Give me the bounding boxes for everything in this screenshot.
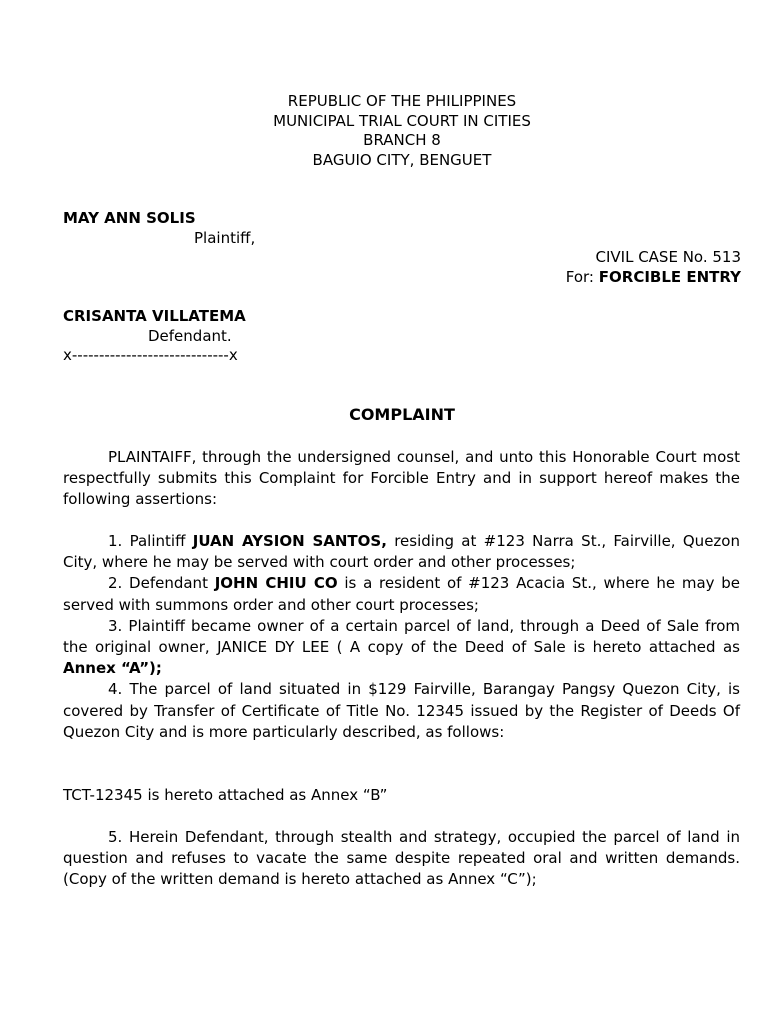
allegations — [63, 531, 740, 743]
case-nature-value: FORCIBLE ENTRY — [598, 268, 741, 286]
allegation-5: 5. Herein Defendant, through stealth and strategy, occupied the parcel of land in question and refuses to vacate the same despite repeated oral and written demands. (Copy of the written demand is hereto attached as Annex “C”); — [63, 828, 740, 889]
case-nature — [566, 268, 741, 287]
plaintiff-name: MAY ANN SOLIS — [63, 209, 196, 227]
annex-a-reference: Annex “A”); — [63, 659, 162, 678]
tct-attachment-note: TCT-12345 is hereto attached as Annex “B” — [63, 786, 388, 804]
defendant-label: Defendant. — [148, 327, 232, 345]
allegation-1: 1. Palintiff JUAN AYSION SANTOS, residing at #123 Narra St., Fairville, Quezon City, where he may be served with court order and other processes; — [63, 532, 740, 572]
document-title: COMPLAINT — [349, 405, 455, 424]
court-header — [0, 92, 768, 170]
case-nature-label: For: — [565, 268, 594, 286]
header-line-branch: BRANCH 8 — [363, 131, 441, 149]
case-number: CIVIL CASE No. 513 — [595, 248, 741, 266]
defendant-full-name: JOHN CHIU CO — [214, 574, 338, 593]
header-line-republic: REPUBLIC OF THE PHILIPPINES — [287, 92, 517, 110]
intro-text: PLAINTAIFF, through the undersigned counsel, and unto this Honorable Court most respectfully submits this Complaint for Forcible Entry and in support hereof makes the following assertions: — [63, 448, 740, 509]
defendant-name: CRISANTA VILLATEMA — [63, 307, 246, 325]
caption-separator: x-----------------------------x — [63, 346, 238, 364]
header-line-court: MUNICIPAL TRIAL COURT IN CITIES — [273, 111, 531, 130]
plaintiff-label: Plaintiff, — [194, 229, 256, 247]
plaintiff-full-name: JUAN AYSION SANTOS, — [192, 532, 387, 550]
allegation-3: 3. Plaintiff became owner of a certain parcel of land, through a Deed of Sale from the original owner, JANICE DY LEE ( A copy of the Deed of Sale is hereto attached as Annex “A”); — [63, 616, 740, 678]
allegation-2: 2. Defendant JOHN CHIU CO is a resident of #123 Acacia St., where he may be served with summons order and other court processes; — [63, 574, 740, 614]
header-line-city: BAGUIO CITY, BENGUET — [312, 150, 492, 169]
intro-paragraph — [63, 447, 740, 511]
allegation-4: 4. The parcel of land situated in $129 Fairville, Barangay Pangsy Quezon City, is covered by Transfer of Certificate of Title No. 12345 issued by the Register of Deeds Of Quezon City and is more particularly described, as follows: — [63, 680, 740, 741]
